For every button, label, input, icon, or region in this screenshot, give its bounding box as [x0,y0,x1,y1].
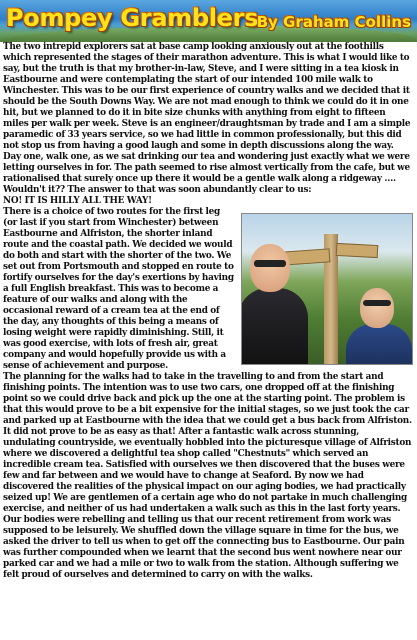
walker-head-left [250,244,290,292]
walker-graham [346,324,412,365]
walker-steve [241,288,308,365]
newsletter-title: Pompey Gramblers [6,4,259,32]
sunglasses-icon [254,260,286,267]
sign-arm-right [336,243,379,258]
article-body [3,42,413,638]
paragraph-day-one: Day one, walk one, as we sat drinking our tea and wondering just exactly what we were letting ourselves in for. The path seemed to rise almost vertically from the cafe, but we rationalised that surely once up there it would be a gentle walk along a ridgeway …. Wouldn't it?? The answer to that was soon abundantly clear to us: [3,152,410,195]
header-banner [0,0,417,42]
walkers-photo [241,213,413,365]
paragraph-planning: The planning for the walks had to take in the travelling to and from the start and finishing points. The intention was to use two cars, one dropped off at the finishing point so we could drive back and pick up the one at the starting point. The problem is that this would prove to be a bit expensive for the initial stages, so we just took the car and parked up at Eastbourne with the idea that we could get a bus back from Alfriston. It did not prove to be as easy as that! After a fantastic walk across stunning, undulating countryside, we eventually hobbled into the picturesque village of Alfriston where we discovered a delightful tea shop called "Chestnuts" which served an incredible cream tea. Satisfied with ourselves we then discovered that the buses were few and far between and we would have to change at Seaford. By now we had discovered the realities of the physical impact on our aging bodies, we had practically seized up! We are gentlemen of a certain age who do not partake in much challenging exercise, and neither of us had undertaken a walk such as this in the last forty years. Our bodies were rebelling and telling us that our recent retirement from work was supposed to be leisurely. We shuffled down the village square in time for the bus, we asked the driver to tell us when to get off the connecting bus to Eastbourne. Our pain was further compounded when we learnt that the second bus went nowhere near our parked car and we had a mile or two to walk from the station. Although suffering we felt proud of ourselves and determined to carry on with the walks. [3,372,412,580]
paragraph-hilly: NO! IT IS HILLY ALL THE WAY! [3,196,152,206]
paragraph-intro: The two intrepid explorers sat at base camp looking anxiously out at the foothills which represented the stages of their marathon adventure. This is what I would like to say, but the truth is that my brother-in-law, Steve, and I were sitting in a tea kiosk in Eastbourne and were contemplating the start of our intended 100 mile walk to Winchester. This was to be our first experience of country walks and we decided that it should be the South Downs Way. We are not mad enough to think we could do it in one hit, but we planned to do it in bite size chunks with anything from eight to fifteen miles per walk per week. Steve is an engineer/draughtsman by trade and I am a simple paramedic of 33 years service, so we had little in common professionally, but this did not stop us from having a good laugh and some in depth discussions along the way. [3,42,411,151]
paragraph-routes: There is a choice of two routes for the first leg (or last if you start from Winchester) between Eastbourne and Alfriston, the shorter inland route and the coastal path. We decided we would do both and start with the shorter of the two. We set out from Portsmouth and stopped en route to fortify ourselves for the day's exertions by having a full English breakfast. This was to become a feature of our walks and along with the occasional reward of a cream tea at the end of the day, any thoughts of this being a means of losing weight were rapidly diminishing. Still, it was good exercise, with lots of fresh air, great company and would hopefully provide us with a sense of achievement and purpose. [3,207,234,371]
walker-head-right [360,288,394,328]
author-byline: By Graham Collins [256,13,411,31]
sunglasses-icon [363,300,391,306]
